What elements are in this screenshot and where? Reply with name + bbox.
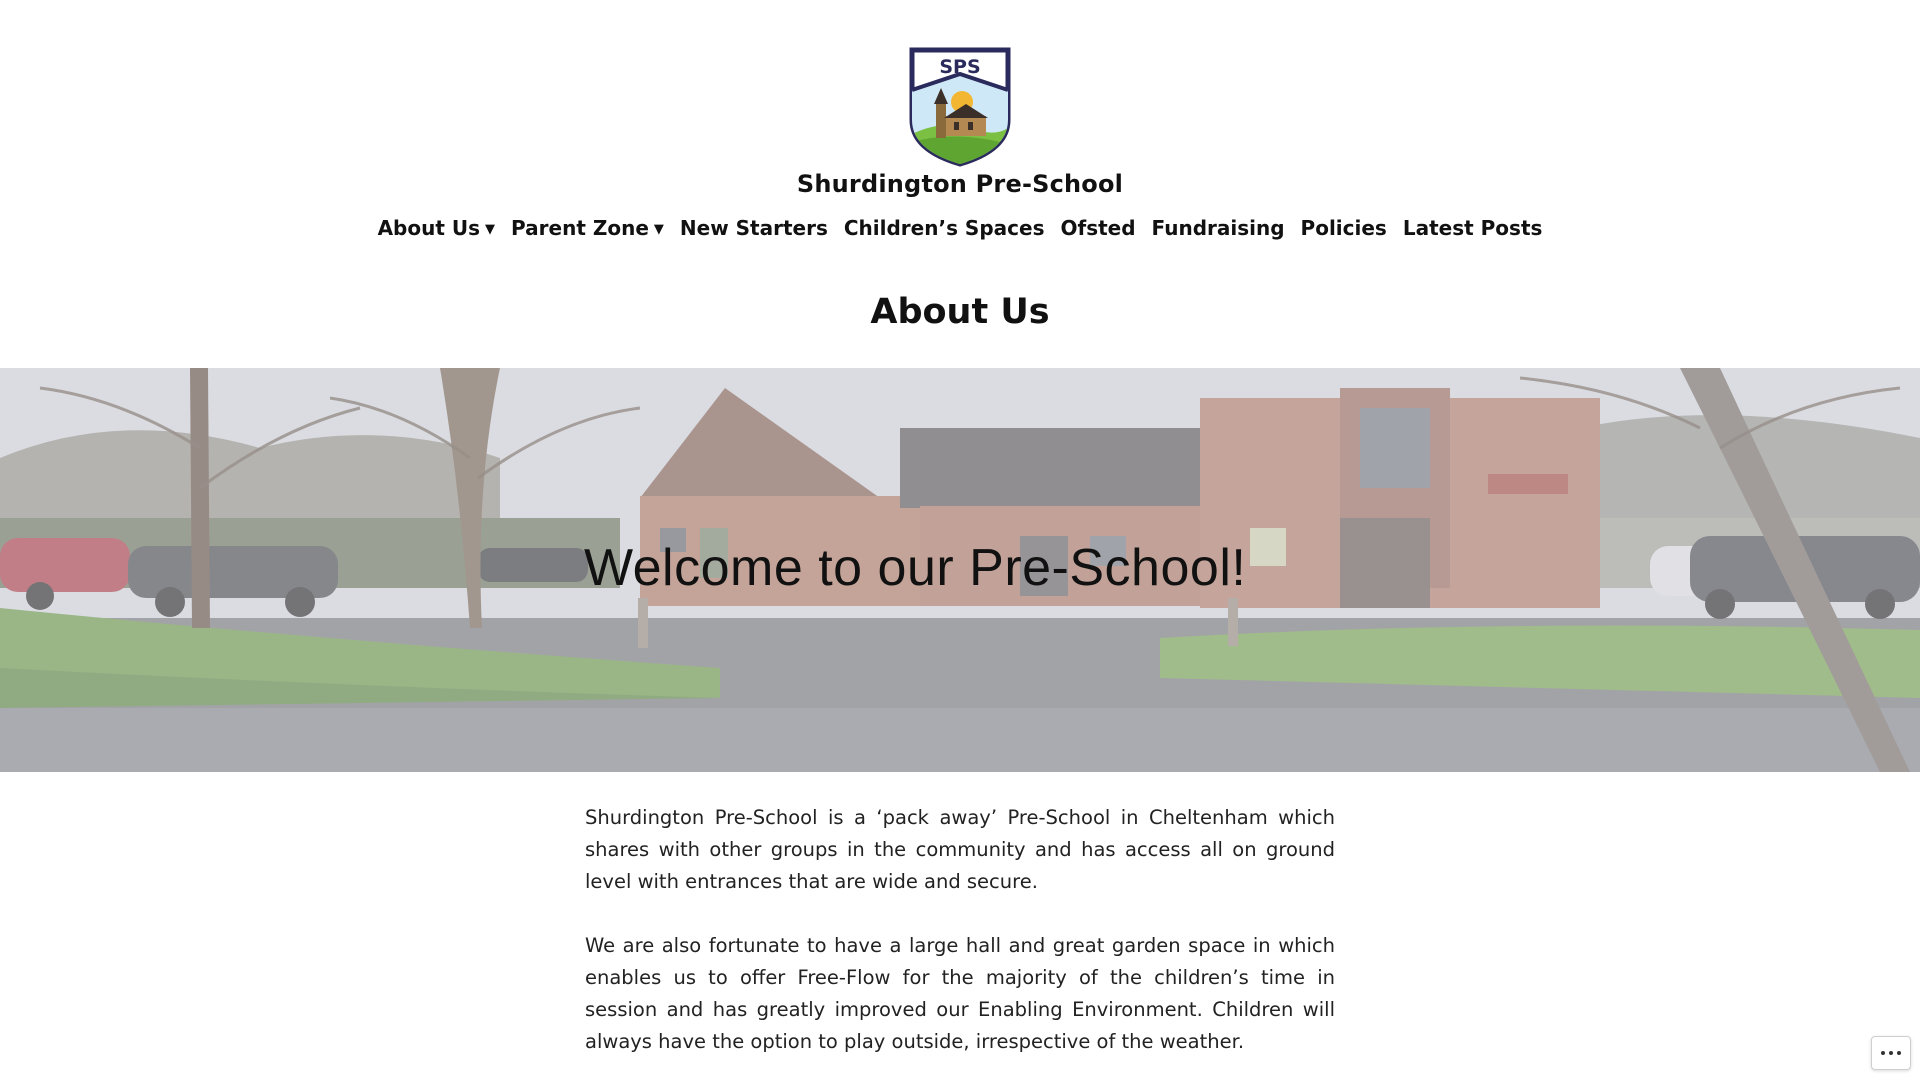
nav-item-childrens-spaces[interactable]: [844, 216, 1045, 240]
nav-item-label: About Us: [377, 216, 481, 240]
nav-item-label: Ofsted: [1060, 216, 1136, 240]
ellipsis-icon: [1897, 1051, 1901, 1055]
shield-crest-icon: [906, 46, 1014, 168]
nav-item-parent-zone[interactable]: [511, 216, 664, 240]
nav-item-new-starters[interactable]: [680, 216, 828, 240]
nav-item-label: Children’s Spaces: [843, 216, 1045, 240]
hero-title: Welcome to our Pre-School!: [584, 539, 1247, 597]
site-title[interactable]: Shurdington Pre-School: [796, 170, 1124, 198]
nav-item-ofsted[interactable]: [1060, 216, 1135, 240]
ellipsis-icon: [1889, 1051, 1893, 1055]
nav-item-fundraising[interactable]: [1152, 216, 1285, 240]
more-options-button[interactable]: [1871, 1036, 1911, 1070]
content-paragraph: Shurdington Pre-School is a ‘pack away’ Pre-School in Cheltenham which shares with other groups in the community and has access all on ground level with entrances that are wide and secure.: [585, 806, 1335, 893]
school-logo[interactable]: [906, 46, 1014, 168]
dropdown-caret-icon: ▼: [653, 222, 664, 237]
nav-item-policies[interactable]: [1301, 216, 1387, 240]
dropdown-caret-icon: ▼: [485, 222, 496, 237]
nav-item-label: Parent Zone: [511, 216, 649, 240]
nav-item-label: Latest Posts: [1402, 216, 1543, 240]
ellipsis-icon: [1881, 1051, 1885, 1055]
main-content: [585, 802, 1335, 1080]
hero-cover: [0, 368, 1920, 772]
main-nav: [0, 216, 1920, 240]
nav-item-label: Policies: [1300, 216, 1387, 240]
nav-item-label: Fundraising: [1151, 216, 1285, 240]
content-paragraph: We are also fortunate to have a large hall and great garden space in which enables us to offer Free-Flow for the majority of the children’s time in session and has greatly improved our Enabling Environment. Children will always have the option to play outside, irrespective of the weather.: [585, 934, 1335, 1053]
nav-item-latest-posts[interactable]: [1403, 216, 1543, 240]
nav-item-label: New Starters: [679, 216, 828, 240]
logo-text: SPS: [939, 56, 981, 78]
nav-item-about-us[interactable]: [378, 216, 495, 240]
page-title: About Us: [870, 292, 1050, 332]
